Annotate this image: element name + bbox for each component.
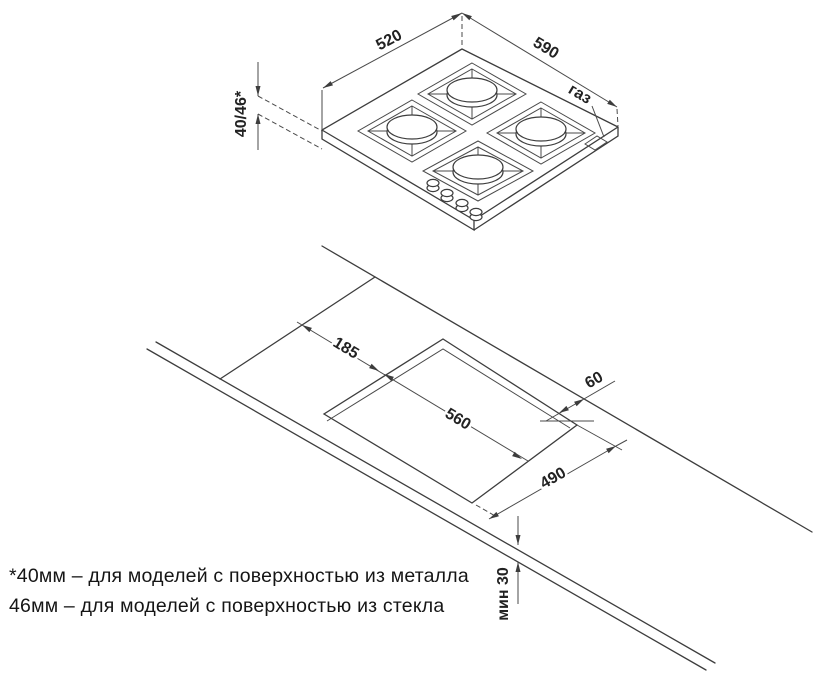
dim-height xyxy=(233,62,322,150)
dim-label-590: 590 xyxy=(529,34,562,63)
dim-min30 xyxy=(495,516,521,621)
dim-label-520: 520 xyxy=(373,26,406,55)
dim-label-height: 40/46* xyxy=(233,90,250,138)
gas-label: газ xyxy=(565,81,595,108)
dim-label-560: 560 xyxy=(441,405,474,434)
footnote-metal-models: *40мм – для моделей с поверхностью из металла xyxy=(9,565,469,587)
dim-490 xyxy=(476,425,627,519)
dim-label-min30: мин 30 xyxy=(495,567,512,621)
dim-label-185: 185 xyxy=(329,334,362,363)
dim-185-560 xyxy=(297,322,528,461)
footnote-glass-models: 46мм – для моделей с поверхностью из стекла xyxy=(9,595,445,617)
hob-isometric-view xyxy=(233,13,618,230)
dim-label-60: 60 xyxy=(582,368,607,393)
dim-label-490: 490 xyxy=(537,464,570,493)
